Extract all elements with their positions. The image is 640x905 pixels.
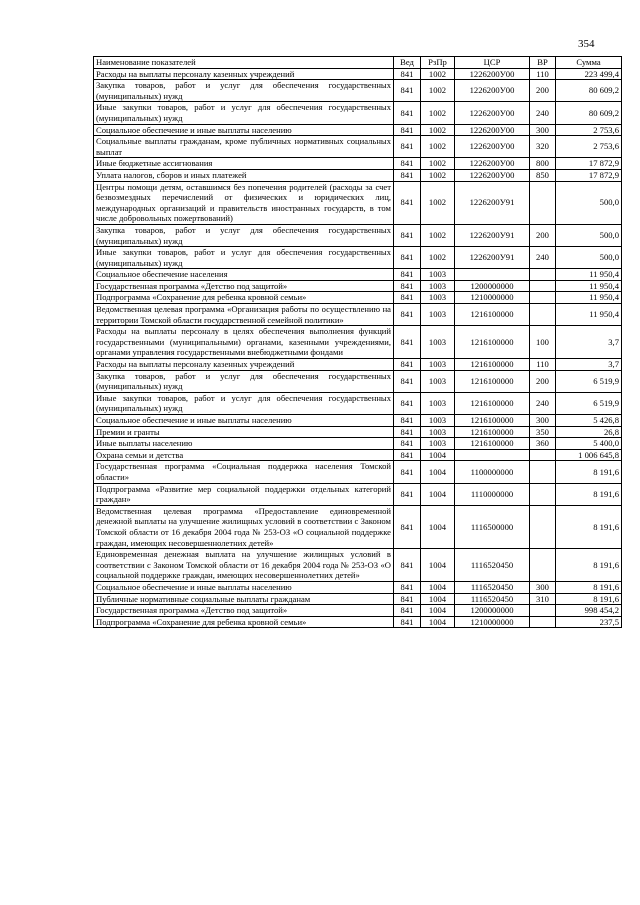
table-row [94, 415, 622, 427]
cell-ved: 841 [394, 370, 421, 392]
cell-rzpr: 1004 [421, 483, 455, 505]
cell-csr: 1226200У00 [455, 158, 530, 170]
cell-name: Иные закупки товаров, работ и услуг для обеспечения государственных (муниципальных) нужд [94, 392, 394, 414]
cell-ved: 841 [394, 247, 421, 269]
cell-ved: 841 [394, 426, 421, 438]
cell-name: Социальное обеспечение населения [94, 269, 394, 281]
cell-vr: 240 [530, 102, 556, 124]
cell-ved: 841 [394, 124, 421, 136]
table-row [94, 581, 622, 593]
cell-rzpr: 1003 [421, 438, 455, 450]
cell-sum: 8 191,6 [556, 549, 622, 582]
cell-vr [530, 483, 556, 505]
table-row [94, 326, 622, 359]
cell-name: Расходы на выплаты персоналу казенных учреждений [94, 68, 394, 80]
table-row [94, 505, 622, 548]
cell-csr: 1216100000 [455, 359, 530, 371]
cell-ved: 841 [394, 169, 421, 181]
cell-vr: 240 [530, 247, 556, 269]
cell-vr: 360 [530, 438, 556, 450]
table-row [94, 370, 622, 392]
cell-csr: 1216100000 [455, 392, 530, 414]
header-rzpr: РзПр [421, 57, 455, 69]
cell-rzpr: 1002 [421, 80, 455, 102]
cell-rzpr: 1004 [421, 605, 455, 617]
cell-csr: 1210000000 [455, 292, 530, 304]
cell-vr: 240 [530, 392, 556, 414]
cell-rzpr: 1003 [421, 415, 455, 427]
cell-csr: 1226200У91 [455, 181, 530, 224]
cell-vr: 200 [530, 80, 556, 102]
cell-rzpr: 1004 [421, 616, 455, 628]
cell-vr [530, 269, 556, 281]
cell-name: Государственная программа «Детство под защитой» [94, 605, 394, 617]
table-row [94, 549, 622, 582]
cell-sum: 500,0 [556, 224, 622, 246]
table-row [94, 483, 622, 505]
cell-vr: 350 [530, 426, 556, 438]
cell-rzpr: 1003 [421, 370, 455, 392]
cell-vr [530, 549, 556, 582]
cell-ved: 841 [394, 483, 421, 505]
cell-csr: 1226200У00 [455, 68, 530, 80]
cell-name: Единовременная денежная выплата на улучшение жилищных условий в соответствии с Законом Томской области от 16 декабря 2004 года № 253-ОЗ «О социальной поддержке граждан, имеющих несовершеннолетних детей» [94, 549, 394, 582]
cell-rzpr: 1003 [421, 292, 455, 304]
cell-csr: 1200000000 [455, 280, 530, 292]
cell-name: Закупка товаров, работ и услуг для обеспечения государственных (муниципальных) нужд [94, 224, 394, 246]
cell-vr [530, 181, 556, 224]
cell-sum: 6 519,9 [556, 392, 622, 414]
cell-vr: 300 [530, 581, 556, 593]
table-row [94, 158, 622, 170]
cell-sum: 500,0 [556, 181, 622, 224]
cell-vr [530, 280, 556, 292]
cell-ved: 841 [394, 269, 421, 281]
cell-name: Социальное обеспечение и иные выплаты населению [94, 581, 394, 593]
table-row [94, 292, 622, 304]
cell-rzpr: 1002 [421, 68, 455, 80]
table-row [94, 247, 622, 269]
cell-sum: 26,8 [556, 426, 622, 438]
cell-ved: 841 [394, 505, 421, 548]
header-csr: ЦСР [455, 57, 530, 69]
cell-vr: 320 [530, 136, 556, 158]
cell-ved: 841 [394, 461, 421, 483]
cell-csr: 1110000000 [455, 483, 530, 505]
cell-ved: 841 [394, 224, 421, 246]
table-row [94, 593, 622, 605]
cell-csr: 1226200У00 [455, 136, 530, 158]
cell-ved: 841 [394, 68, 421, 80]
cell-rzpr: 1004 [421, 449, 455, 461]
table-row [94, 68, 622, 80]
cell-name: Расходы на выплаты персоналу казенных учреждений [94, 359, 394, 371]
cell-vr: 850 [530, 169, 556, 181]
cell-rzpr: 1003 [421, 280, 455, 292]
cell-vr [530, 449, 556, 461]
cell-ved: 841 [394, 158, 421, 170]
cell-vr [530, 461, 556, 483]
table-row [94, 605, 622, 617]
cell-name: Иные бюджетные ассигнования [94, 158, 394, 170]
cell-csr [455, 269, 530, 281]
cell-vr [530, 605, 556, 617]
cell-sum: 998 454,2 [556, 605, 622, 617]
table-row [94, 124, 622, 136]
cell-name: Подпрограмма «Сохранение для ребенка кровной семьи» [94, 292, 394, 304]
cell-ved: 841 [394, 605, 421, 617]
cell-rzpr: 1003 [421, 326, 455, 359]
page-number: 354 [578, 38, 595, 50]
cell-sum: 3,7 [556, 359, 622, 371]
cell-csr: 1226200У91 [455, 224, 530, 246]
cell-vr [530, 616, 556, 628]
cell-sum: 17 872,9 [556, 169, 622, 181]
table-row [94, 449, 622, 461]
table-row [94, 102, 622, 124]
cell-name: Иные закупки товаров, работ и услуг для обеспечения государственных (муниципальных) нужд [94, 247, 394, 269]
cell-csr: 1226200У91 [455, 247, 530, 269]
cell-sum: 8 191,6 [556, 581, 622, 593]
cell-rzpr: 1004 [421, 581, 455, 593]
cell-ved: 841 [394, 181, 421, 224]
cell-name: Расходы на выплаты персоналу в целях обеспечения выполнения функций государственными (муниципальными) органами, казенными учреждениями, органами управления государственными внебюджетными фондами [94, 326, 394, 359]
cell-sum: 3,7 [556, 326, 622, 359]
cell-name: Премии и гранты [94, 426, 394, 438]
cell-csr: 1216100000 [455, 415, 530, 427]
header-ved: Вед [394, 57, 421, 69]
cell-rzpr: 1002 [421, 169, 455, 181]
cell-vr: 200 [530, 224, 556, 246]
budget-table [93, 56, 622, 628]
cell-name: Ведомственная целевая программа «Организация работы по осуществлению на территории Томской области государственной семейной политики» [94, 304, 394, 326]
cell-ved: 841 [394, 280, 421, 292]
cell-rzpr: 1003 [421, 304, 455, 326]
cell-rzpr: 1004 [421, 505, 455, 548]
cell-csr: 1116500000 [455, 505, 530, 548]
cell-rzpr: 1003 [421, 392, 455, 414]
cell-csr: 1100000000 [455, 461, 530, 483]
table-row [94, 80, 622, 102]
cell-sum: 8 191,6 [556, 593, 622, 605]
cell-name: Центры помощи детям, оставшимся без попечения родителей (расходы за счет безвозмездных перечислений от физических и юридических лиц, международных организаций и правительств иностранных государств, в том числе добровольных пожертвований) [94, 181, 394, 224]
cell-rzpr: 1002 [421, 124, 455, 136]
cell-vr: 800 [530, 158, 556, 170]
cell-name: Социальное обеспечение и иные выплаты населению [94, 124, 394, 136]
cell-vr: 110 [530, 359, 556, 371]
cell-ved: 841 [394, 304, 421, 326]
cell-sum: 2 753,6 [556, 136, 622, 158]
cell-csr: 1116520450 [455, 581, 530, 593]
cell-ved: 841 [394, 449, 421, 461]
cell-vr: 300 [530, 415, 556, 427]
cell-ved: 841 [394, 415, 421, 427]
cell-sum: 6 519,9 [556, 370, 622, 392]
cell-sum: 237,5 [556, 616, 622, 628]
cell-ved: 841 [394, 136, 421, 158]
table-row [94, 224, 622, 246]
cell-rzpr: 1004 [421, 593, 455, 605]
cell-vr [530, 505, 556, 548]
cell-ved: 841 [394, 326, 421, 359]
cell-vr [530, 304, 556, 326]
cell-sum: 8 191,6 [556, 461, 622, 483]
cell-sum: 223 499,4 [556, 68, 622, 80]
cell-rzpr: 1002 [421, 181, 455, 224]
cell-ved: 841 [394, 549, 421, 582]
cell-ved: 841 [394, 292, 421, 304]
cell-sum: 5 400,0 [556, 438, 622, 450]
cell-rzpr: 1002 [421, 224, 455, 246]
cell-csr: 1216100000 [455, 426, 530, 438]
cell-name: Государственная программа «Детство под защитой» [94, 280, 394, 292]
cell-sum: 80 609,2 [556, 102, 622, 124]
cell-ved: 841 [394, 102, 421, 124]
cell-name: Иные закупки товаров, работ и услуг для обеспечения государственных (муниципальных) нужд [94, 102, 394, 124]
cell-csr: 1216100000 [455, 438, 530, 450]
cell-name: Ведомственная целевая программа «Предоставление единовременной денежной выплаты на улучшение жилищных условий в соответствии с Законом Томской области от 16 декабря 2004 года № 253-ОЗ «О социальной поддержке граждан, имеющих несовершеннолетних детей» [94, 505, 394, 548]
cell-sum: 500,0 [556, 247, 622, 269]
header-sum: Сумма [556, 57, 622, 69]
cell-ved: 841 [394, 616, 421, 628]
cell-sum: 11 950,4 [556, 269, 622, 281]
table-row [94, 359, 622, 371]
table-row [94, 181, 622, 224]
cell-name: Социальное обеспечение и иные выплаты населению [94, 415, 394, 427]
cell-rzpr: 1003 [421, 359, 455, 371]
cell-ved: 841 [394, 80, 421, 102]
cell-name: Социальные выплаты гражданам, кроме публичных нормативных социальных выплат [94, 136, 394, 158]
cell-vr: 310 [530, 593, 556, 605]
cell-sum: 11 950,4 [556, 292, 622, 304]
cell-csr: 1226200У00 [455, 102, 530, 124]
cell-csr: 1226200У00 [455, 124, 530, 136]
table-row [94, 461, 622, 483]
cell-rzpr: 1002 [421, 102, 455, 124]
cell-name: Закупка товаров, работ и услуг для обеспечения государственных (муниципальных) нужд [94, 80, 394, 102]
cell-name: Охрана семьи и детства [94, 449, 394, 461]
cell-sum: 80 609,2 [556, 80, 622, 102]
cell-sum: 17 872,9 [556, 158, 622, 170]
table-row [94, 169, 622, 181]
table-row [94, 136, 622, 158]
cell-sum: 8 191,6 [556, 505, 622, 548]
cell-vr: 300 [530, 124, 556, 136]
cell-csr: 1226200У00 [455, 80, 530, 102]
cell-rzpr: 1003 [421, 426, 455, 438]
cell-name: Публичные нормативные социальные выплаты гражданам [94, 593, 394, 605]
cell-sum: 11 950,4 [556, 304, 622, 326]
table-row [94, 280, 622, 292]
cell-rzpr: 1002 [421, 136, 455, 158]
cell-vr: 100 [530, 326, 556, 359]
cell-ved: 841 [394, 392, 421, 414]
cell-csr: 1216100000 [455, 326, 530, 359]
cell-name: Подпрограмма «Развитие мер социальной поддержки отдельных категорий граждан» [94, 483, 394, 505]
cell-sum: 1 006 645,8 [556, 449, 622, 461]
table-row [94, 438, 622, 450]
table-row [94, 269, 622, 281]
table-row [94, 426, 622, 438]
cell-csr: 1216100000 [455, 304, 530, 326]
cell-ved: 841 [394, 438, 421, 450]
cell-csr: 1226200У00 [455, 169, 530, 181]
cell-csr: 1116520450 [455, 593, 530, 605]
cell-name: Государственная программа «Социальная поддержка населения Томской области» [94, 461, 394, 483]
cell-vr: 200 [530, 370, 556, 392]
table-row [94, 616, 622, 628]
cell-ved: 841 [394, 359, 421, 371]
cell-rzpr: 1002 [421, 247, 455, 269]
header-vr: ВР [530, 57, 556, 69]
cell-ved: 841 [394, 593, 421, 605]
header-name: Наименование показателей [94, 57, 394, 69]
table-row [94, 304, 622, 326]
cell-sum: 5 426,8 [556, 415, 622, 427]
table-header-row [94, 57, 622, 69]
cell-csr: 1210000000 [455, 616, 530, 628]
cell-rzpr: 1002 [421, 158, 455, 170]
cell-csr [455, 449, 530, 461]
cell-name: Закупка товаров, работ и услуг для обеспечения государственных (муниципальных) нужд [94, 370, 394, 392]
cell-sum: 11 950,4 [556, 280, 622, 292]
cell-sum: 2 753,6 [556, 124, 622, 136]
cell-rzpr: 1003 [421, 269, 455, 281]
cell-name: Подпрограмма «Сохранение для ребенка кровной семьи» [94, 616, 394, 628]
cell-name: Иные выплаты населению [94, 438, 394, 450]
cell-rzpr: 1004 [421, 461, 455, 483]
cell-rzpr: 1004 [421, 549, 455, 582]
cell-vr [530, 292, 556, 304]
cell-ved: 841 [394, 581, 421, 593]
cell-sum: 8 191,6 [556, 483, 622, 505]
cell-csr: 1200000000 [455, 605, 530, 617]
cell-name: Уплата налогов, сборов и иных платежей [94, 169, 394, 181]
cell-csr: 1116520450 [455, 549, 530, 582]
table-row [94, 392, 622, 414]
cell-csr: 1216100000 [455, 370, 530, 392]
cell-vr: 110 [530, 68, 556, 80]
